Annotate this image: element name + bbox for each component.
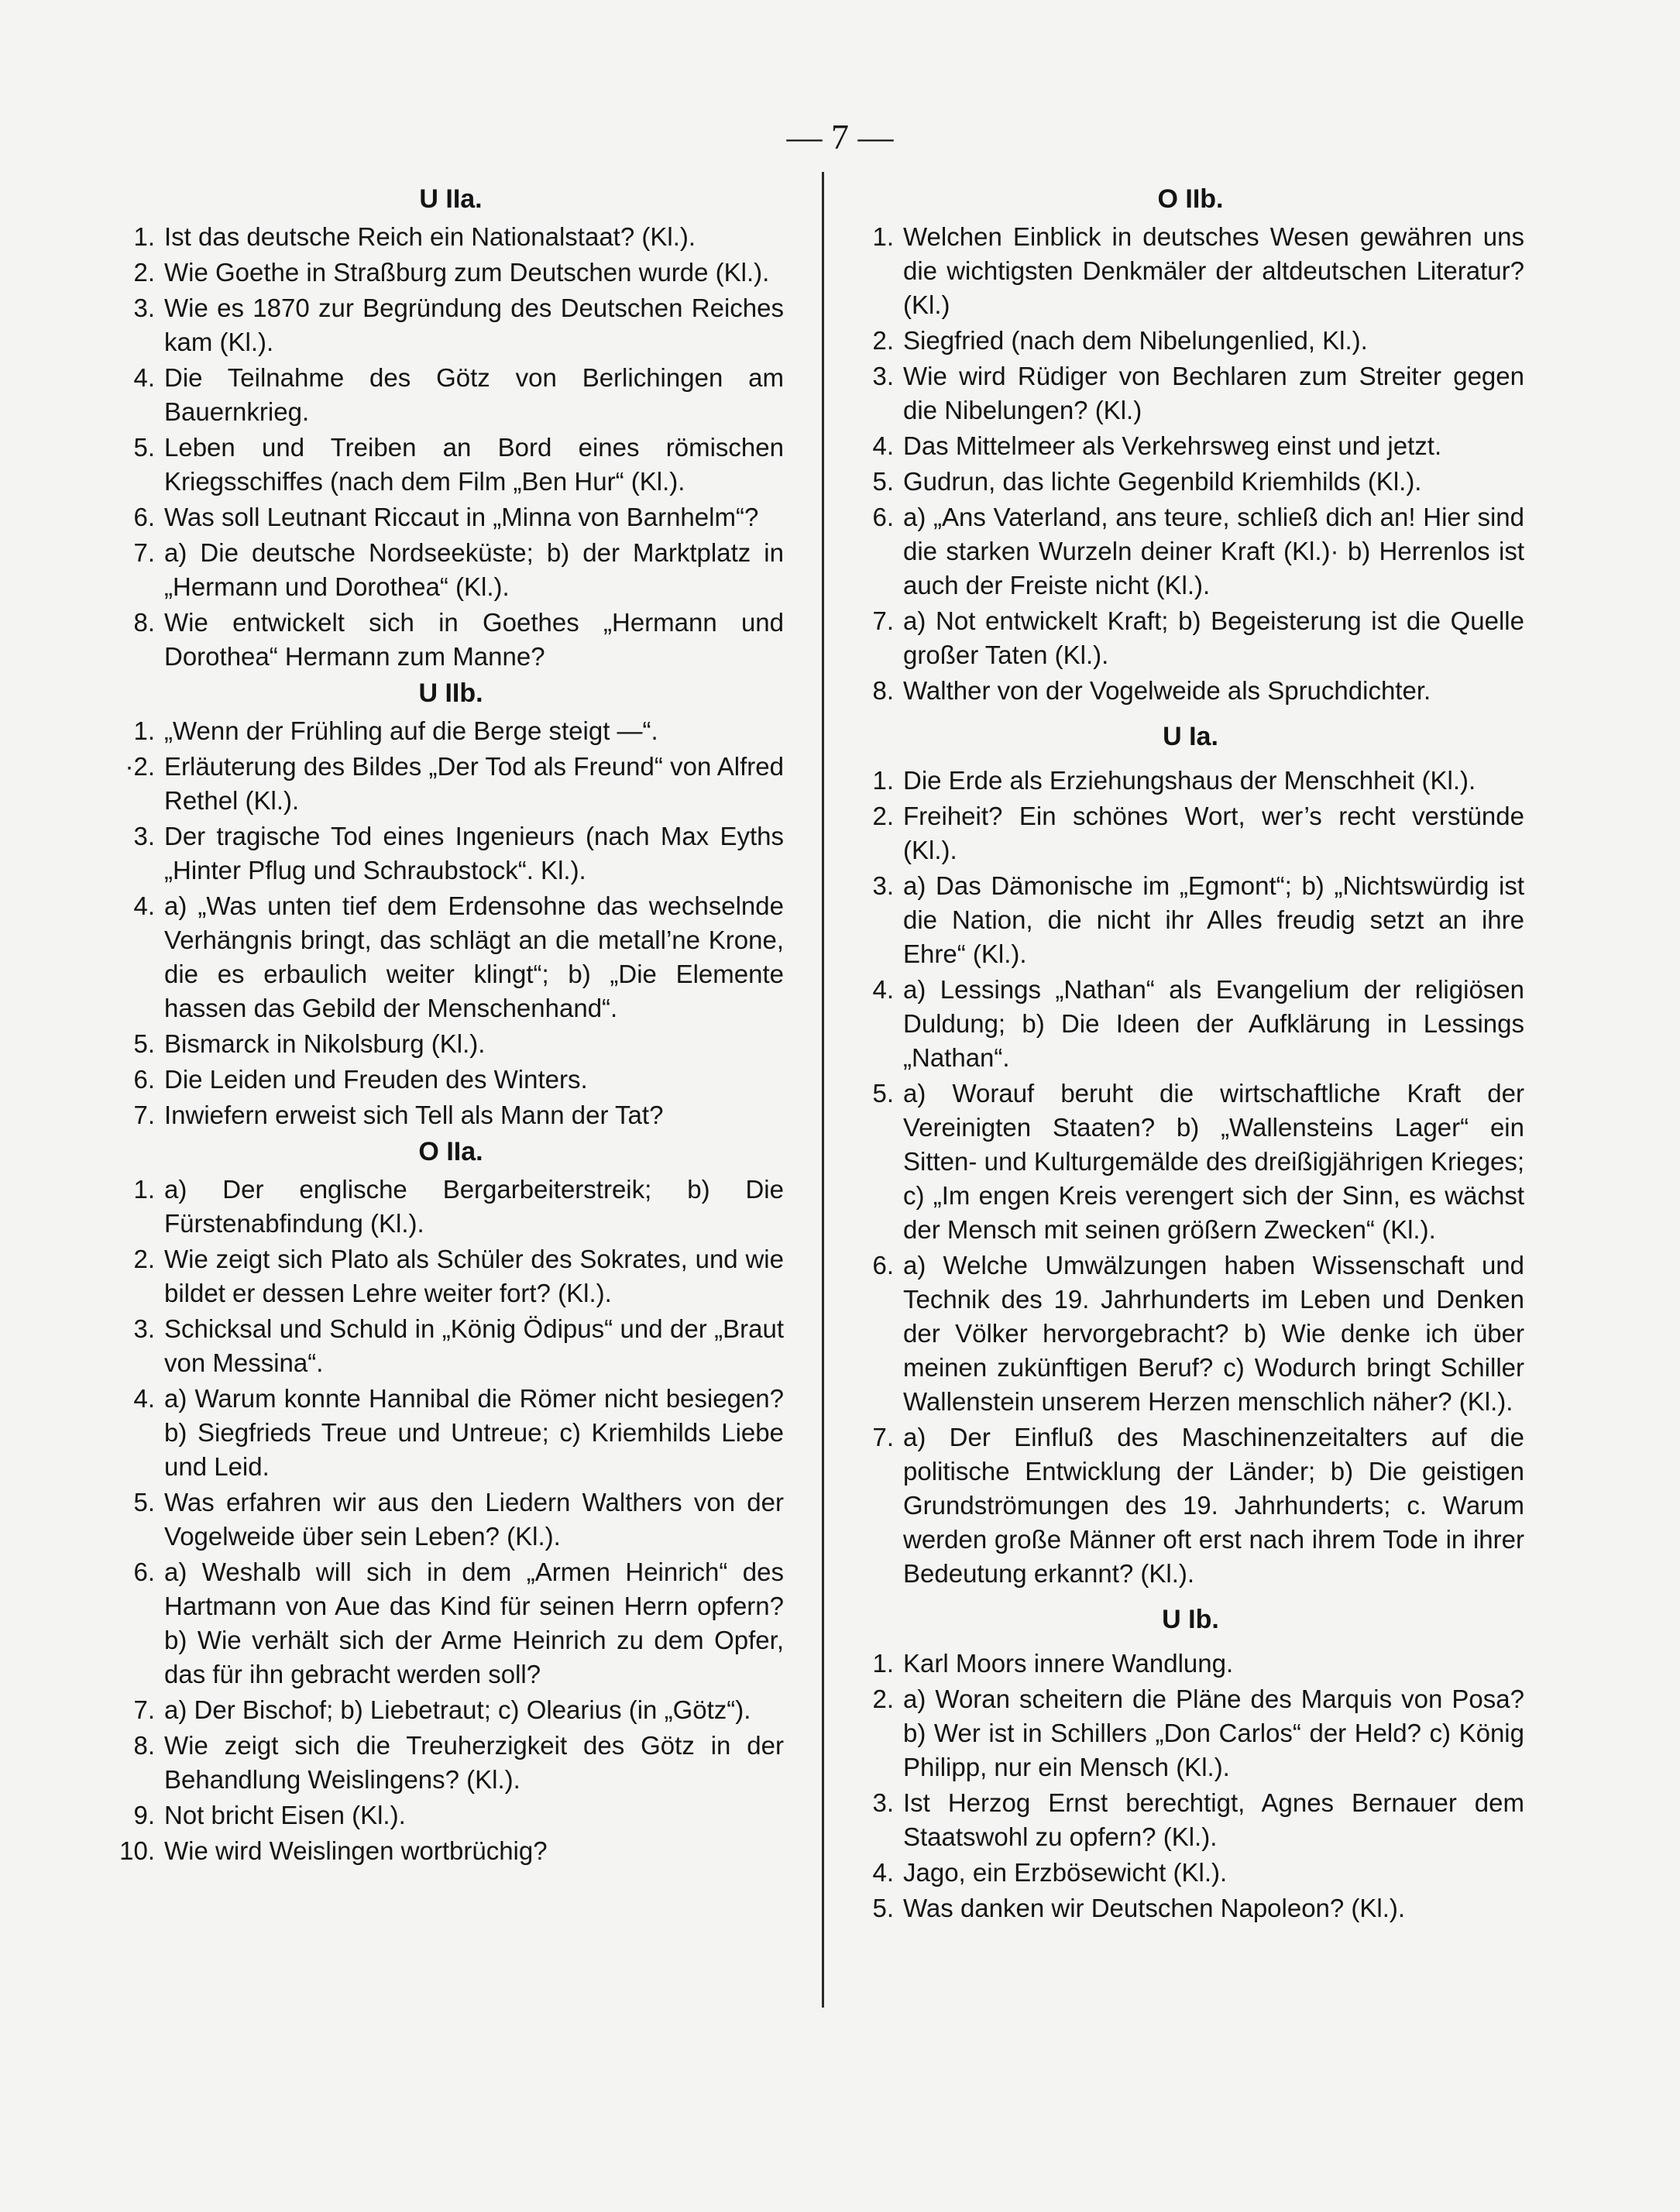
list-item: [857, 764, 1524, 798]
list-item: [118, 536, 784, 604]
list-item: [857, 1249, 1524, 1419]
item-text: a) Weshalb will sich in dem „Armen Heinrich“ des Hartmann von Aue das Kind für seinen Herrn opfern? b) Wie verhält sich der Arme Heinrich zu dem Opfer, das für ihn gebracht werden soll?: [164, 1558, 784, 1688]
list-item: [118, 1242, 784, 1310]
item-text: a) Warum konnte Hannibal die Römer nicht besiegen? b) Siegfrieds Treue und Untreue; c) Kriemhilds Liebe und Leid.: [164, 1384, 784, 1481]
section-u-iib: [118, 675, 784, 1132]
section-heading: U IIb.: [418, 678, 483, 708]
item-text: Das Mittelmeer als Verkehrsweg einst und jetzt.: [903, 431, 1442, 460]
item-number: 2.: [872, 802, 894, 830]
item-number: 7.: [872, 606, 894, 635]
list-item: [857, 604, 1524, 672]
item-number: 7.: [133, 538, 155, 567]
item-text: a) Der englische Bergarbeiterstreik; b) Die Fürstenabfindung (Kl.).: [164, 1175, 784, 1238]
item-number: 6.: [133, 1558, 155, 1586]
list-item: [857, 1647, 1524, 1681]
item-text: Not bricht Eisen (Kl.).: [164, 1801, 406, 1829]
list-item: [118, 500, 784, 534]
list-item: [857, 1420, 1524, 1591]
item-text: Freiheit? Ein schönes Wort, wer’s recht verstünde (Kl.).: [903, 802, 1524, 864]
item-number: 6.: [872, 1251, 894, 1279]
item-number: 6.: [872, 503, 894, 531]
item-number: 6.: [133, 503, 155, 531]
item-number: 1.: [872, 1649, 894, 1678]
item-number: 2.: [872, 1685, 894, 1713]
list-item: [118, 1798, 784, 1832]
list-item: [857, 674, 1524, 708]
topic-list: [857, 220, 1524, 708]
item-text: Erläuterung des Bildes „Der Tod als Freund“ von Alfred Rethel (Kl.).: [164, 752, 784, 815]
item-number: 5.: [872, 467, 894, 496]
item-text: Bismarck in Nikolsburg (Kl.).: [164, 1029, 486, 1058]
list-item: [857, 799, 1524, 867]
section-u-ib: [857, 1602, 1524, 1925]
item-number: 5.: [872, 1079, 894, 1108]
topic-list: [857, 764, 1524, 1591]
list-item: [118, 714, 784, 748]
item-text: Wie wird Weislingen wortbrüchig?: [164, 1836, 548, 1865]
list-item: [118, 819, 784, 888]
column-divider: [822, 172, 824, 2008]
item-number: 3.: [872, 1788, 894, 1817]
topic-list: [118, 1173, 784, 1868]
item-number: 4.: [133, 891, 155, 920]
list-item: [118, 1312, 784, 1380]
item-text: a) Lessings „Nathan“ als Evangelium der religiösen Duldung; b) Die Ideen der Aufklärung in Lessings „Nathan“.: [903, 975, 1524, 1072]
item-text: Siegfried (nach dem Nibelungenlied, Kl.).: [903, 326, 1368, 355]
item-text: Die Teilnahme des Götz von Berlichingen am Bauernkrieg.: [164, 363, 784, 426]
section-o-iib: [857, 181, 1524, 708]
item-text: Jago, ein Erzbösewicht (Kl.).: [903, 1858, 1228, 1887]
item-text: a) Der Einfluß des Maschinenzeitalters auf die politische Entwicklung der Länder; b) Die geistigen Grundströmungen des 19. Jahrhunderts; c. Warum werden große Männer oft erst nach ihrem Tode in ihrer Bedeutung erkannt? (Kl.).: [903, 1423, 1524, 1588]
right-column: [857, 180, 1524, 1927]
list-item: [118, 1555, 784, 1692]
list-item: [118, 220, 784, 254]
list-item: [118, 1729, 784, 1797]
list-item: [857, 429, 1524, 463]
list-item: [118, 361, 784, 429]
list-item: [857, 1891, 1524, 1925]
item-text: Wie entwickelt sich in Goethes „Hermann und Dorothea“ Hermann zum Manne?: [164, 608, 784, 671]
item-text: „Wenn der Frühling auf die Berge steigt —“.: [164, 716, 658, 745]
item-number: 1.: [133, 1175, 155, 1204]
item-text: a) „Ans Vaterland, ans teure, schließ dich an! Hier sind die starken Wurzeln deiner Kraft (Kl.)· b) Herrenlos ist auch der Freiste nicht (Kl.).: [903, 503, 1524, 599]
item-number: 3.: [872, 871, 894, 900]
list-item: [118, 291, 784, 359]
item-text: Die Erde als Erziehungshaus der Menschheit (Kl.).: [903, 766, 1476, 795]
list-item: [118, 1693, 784, 1727]
item-number: 8.: [872, 676, 894, 705]
item-number: 1.: [133, 222, 155, 251]
list-item: [857, 1682, 1524, 1784]
item-text: a) Worauf beruht die wirtschaftliche Kraft der Vereinigten Staaten? b) „Wallensteins Lager“ ein Sitten- und Kulturgemälde des dreißigjährigen Krieges; c) „Im engen Kreis verengert sich der Sinn, es wächst der Mensch mit seinen größern Zwecken“ (Kl.).: [903, 1079, 1524, 1244]
topic-list: [118, 220, 784, 674]
list-item: [118, 431, 784, 499]
item-text: Welchen Einblick in deutsches Wesen gewähren uns die wichtigsten Denkmäler der altdeutschen Literatur? (Kl.): [903, 222, 1524, 319]
item-text: Leben und Treiben an Bord eines römischen Kriegsschiffes (nach dem Film „Ben Hur“ (Kl.).: [164, 433, 784, 496]
list-item: [118, 889, 784, 1025]
item-number: 1.: [872, 766, 894, 795]
item-number: ·2.: [125, 752, 155, 781]
list-item: [118, 1834, 784, 1868]
item-text: Inwiefern erweist sich Tell als Mann der Tat?: [164, 1101, 664, 1129]
item-number: 6.: [133, 1065, 155, 1094]
item-number: 2.: [133, 258, 155, 287]
item-text: Gudrun, das lichte Gegenbild Kriemhilds (Kl.).: [903, 467, 1422, 496]
section-u-iia: [118, 181, 784, 674]
item-text: Karl Moors innere Wandlung.: [903, 1649, 1234, 1678]
item-number: 9.: [133, 1801, 155, 1829]
item-text: Schicksal und Schuld in „König Ödipus“ und der „Braut von Messina“.: [164, 1314, 784, 1377]
list-item: [857, 973, 1524, 1075]
list-item: [118, 750, 784, 818]
section-heading: U IIa.: [419, 184, 483, 214]
list-item: [118, 1173, 784, 1241]
item-text: Ist das deutsche Reich ein Nationalstaat? (Kl.).: [164, 222, 696, 251]
item-number: 5.: [133, 1029, 155, 1058]
list-item: [118, 606, 784, 674]
left-column: [118, 180, 784, 1870]
item-number: 1.: [872, 222, 894, 251]
item-text: Was danken wir Deutschen Napoleon? (Kl.).: [903, 1894, 1406, 1922]
item-number: 4.: [133, 1384, 155, 1413]
list-item: [118, 1027, 784, 1061]
item-text: a) Welche Umwälzungen haben Wissenschaft und Technik des 19. Jahrhunderts im Leben und Denken der Völker hervorgebracht? b) Wie denke ich über meinen zukünftigen Beruf? c) Wodurch bringt Schiller Wallenstein unserem Herzen menschlich näher? (Kl.).: [903, 1251, 1524, 1416]
item-number: 3.: [133, 1314, 155, 1343]
item-number: 1.: [133, 716, 155, 745]
item-number: 2.: [133, 1245, 155, 1273]
item-number: 8.: [133, 1731, 155, 1760]
topic-list: [857, 1647, 1524, 1925]
topic-list: [118, 714, 784, 1132]
item-number: 10.: [119, 1836, 155, 1865]
list-item: [857, 869, 1524, 971]
list-item: [857, 1786, 1524, 1854]
item-text: a) Das Dämonische im „Egmont“; b) „Nichtswürdig ist die Nation, die nicht ihr Alles freudig setzt an ihre Ehre“ (Kl.).: [903, 871, 1524, 968]
item-text: Wie wird Rüdiger von Bechlaren zum Streiter gegen die Nibelungen? (Kl.): [903, 362, 1524, 424]
item-text: Wie Goethe in Straßburg zum Deutschen wurde (Kl.).: [164, 258, 770, 287]
item-text: a) „Was unten tief dem Erdensohne das wechselnde Verhängnis bringt, das schlägt an die metall’ne Krone, die es erbaulich weiter klingt“; b) „Die Elemente hassen das Gebild der Menschenhand“.: [164, 891, 784, 1022]
section-heading: U Ia.: [1163, 722, 1218, 751]
item-number: 4.: [872, 1858, 894, 1887]
list-item: [857, 359, 1524, 428]
item-text: Die Leiden und Freuden des Winters.: [164, 1065, 588, 1094]
item-number: 5.: [872, 1894, 894, 1922]
item-number: 8.: [133, 608, 155, 637]
list-item: [118, 1063, 784, 1097]
item-text: Walther von der Vogelweide als Spruchdichter.: [903, 676, 1431, 705]
item-number: 2.: [872, 326, 894, 355]
item-number: 3.: [133, 822, 155, 850]
list-item: [118, 1098, 784, 1132]
item-number: 4.: [872, 431, 894, 460]
page-number: — 7 —: [786, 117, 894, 156]
item-number: 7.: [872, 1423, 894, 1451]
item-number: 7.: [133, 1695, 155, 1724]
item-text: a) Der Bischof; b) Liebetraut; c) Olearius (in „Götz“).: [164, 1695, 751, 1724]
list-item: [857, 220, 1524, 322]
item-number: 4.: [872, 975, 894, 1004]
section-o-iia: [118, 1134, 784, 1868]
list-item: [857, 1856, 1524, 1890]
item-text: a) Woran scheitern die Pläne des Marquis von Posa? b) Wer ist in Schillers „Don Carlos“ der Held? c) König Philipp, nur ein Mensch (Kl.).: [903, 1685, 1524, 1781]
item-number: 4.: [133, 363, 155, 392]
section-u-ia: [857, 719, 1524, 1591]
section-heading: O IIa.: [418, 1137, 483, 1166]
item-text: Was erfahren wir aus den Liedern Walthers von der Vogelweide über sein Leben? (Kl.).: [164, 1488, 784, 1551]
item-text: Ist Herzog Ernst berechtigt, Agnes Bernauer dem Staatswohl zu opfern? (Kl.).: [903, 1788, 1524, 1851]
list-item: [857, 465, 1524, 499]
list-item: [118, 1486, 784, 1554]
item-number: 7.: [133, 1101, 155, 1129]
item-text: a) Not entwickelt Kraft; b) Begeisterung ist die Quelle großer Taten (Kl.).: [903, 606, 1524, 669]
item-text: Wie es 1870 zur Begründung des Deutschen Reiches kam (Kl.).: [164, 294, 784, 356]
item-number: 3.: [133, 294, 155, 322]
item-text: Wie zeigt sich die Treuherzigkeit des Götz in der Behandlung Weislingens? (Kl.).: [164, 1731, 784, 1794]
item-number: 5.: [133, 1488, 155, 1516]
list-item: [857, 500, 1524, 603]
list-item: [857, 1077, 1524, 1247]
item-text: a) Die deutsche Nordseeküste; b) der Marktplatz in „Hermann und Dorothea“ (Kl.).: [164, 538, 784, 601]
list-item: [118, 256, 784, 290]
list-item: [857, 324, 1524, 358]
item-number: 3.: [872, 362, 894, 390]
section-heading: O IIb.: [1157, 184, 1224, 214]
list-item: [118, 1382, 784, 1484]
item-text: Der tragische Tod eines Ingenieurs (nach Max Eyths „Hinter Pflug und Schraubstock“. Kl.).: [164, 822, 784, 884]
item-number: 5.: [133, 433, 155, 462]
section-heading: U Ib.: [1162, 1605, 1219, 1634]
item-text: Wie zeigt sich Plato als Schüler des Sokrates, und wie bildet er dessen Lehre weiter fort? (Kl.).: [164, 1245, 784, 1307]
item-text: Was soll Leutnant Riccaut in „Minna von Barnhelm“?: [164, 503, 759, 531]
